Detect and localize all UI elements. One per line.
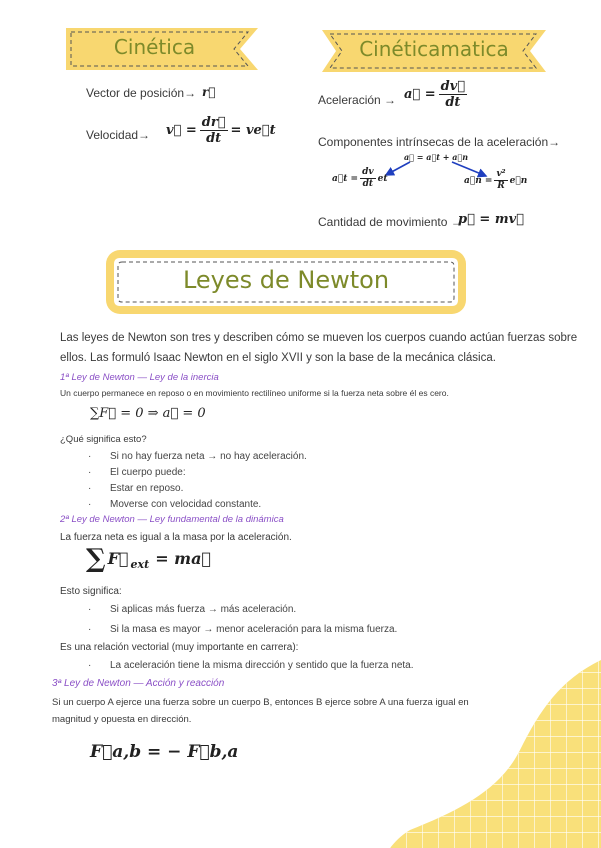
aceleracion-label: Aceleración → (318, 93, 397, 107)
vel-rhs: = ve⃗t (230, 123, 276, 138)
at-den: dt (362, 179, 374, 189)
ley2-bullet-1: · Si aplicas más fuerza → más aceleración. (88, 604, 297, 615)
componentes-label: Componentes intrínsecas de la aceleración→ (318, 135, 561, 149)
ley2-sub: ext (130, 557, 150, 571)
ley2-heading: 2ª Ley de Newton — Ley fundamental de la dinámica (60, 514, 284, 525)
ley2-f: F⃗ (107, 549, 129, 569)
ley2-sum: ∑ (86, 544, 106, 574)
ley2-significa: Esto significa: (60, 586, 122, 597)
grid-blob-decoration (390, 640, 601, 848)
vel-lhs: v⃗ = (166, 123, 197, 138)
banner-cineticamatica-title: Cinéticamatica (359, 37, 509, 61)
cantidad-formula: p⃗ = mv⃗ (458, 212, 524, 227)
vector-posicion-symbol: r⃗ (202, 85, 216, 99)
ley1-bullet-2: · El cuerpo puede: (88, 467, 186, 478)
cantidad-label: Cantidad de movimiento → (318, 215, 463, 229)
ley2-text: La fuerza neta es igual a la masa por la aceleración. (60, 532, 292, 543)
ley1-formula: ∑F⃗ = 0 ⇒ a⃗ = 0 (90, 406, 206, 421)
ley3-line-2: magnitud y opuesta en dirección. (52, 714, 192, 725)
ley3-heading: 3ª Ley de Newton — Acción y reacción (52, 678, 225, 689)
acc-fraction (439, 80, 467, 109)
acc-num: dv⃗ (440, 79, 466, 94)
at-lhs: a⃗t = (332, 173, 359, 184)
ley2-formula (86, 546, 211, 572)
intro-line-1: Las leyes de Newton son tres y describen cómo se mueven los cuerpos cuando actúan fuerzas sobre (60, 332, 578, 344)
ley1-heading: 1ª Ley de Newton — Ley de la inercia (60, 372, 219, 383)
an-formula (464, 170, 527, 191)
vel-den: dt (206, 131, 222, 146)
intro-line-2: ellos. Las formuló Isaac Newton en el siglo XVII y son la base de la mecánica clásica. (60, 352, 496, 364)
an-lhs: a⃗n = (464, 175, 493, 186)
at-rhs: et (377, 173, 388, 184)
ley2-bullet-2: · Si la masa es mayor → menor aceleración para la misma fuerza. (88, 624, 398, 635)
ley1-text: Un cuerpo permanece en reposo o en movimiento rectilíneo uniforme si la fuerza neta sobre él es cero. (60, 388, 449, 398)
ley1-bullet-1: · Si no hay fuerza neta → no hay aceleración. (88, 451, 307, 462)
ley1-question: ¿Qué significa esto? (60, 434, 147, 445)
ley3-formula: F⃗a,b = − F⃗b,a (90, 742, 239, 762)
vel-fraction (200, 116, 228, 145)
vel-num: dr⃗ (201, 115, 226, 130)
ley1-bullet-4: · Moverse con velocidad constante. (88, 499, 262, 510)
sum-equation: a⃗ = a⃗t + a⃗n (404, 152, 469, 162)
ley1-bullet-3: · Estar en reposo. (88, 483, 184, 494)
ley2-rhs: = ma⃗ (155, 549, 212, 569)
ley3-line-1: Si un cuerpo A ejerce una fuerza sobre un cuerpo B, entonces B ejerce sobre A una fuerza igual en (52, 697, 469, 708)
acc-lhs: a⃗ = (404, 87, 436, 102)
banner-leyes-title: Leyes de Newton (182, 266, 390, 294)
aceleracion-formula (404, 80, 467, 109)
at-fraction (360, 168, 376, 189)
arrow-left (386, 162, 410, 175)
at-num: dv (362, 167, 374, 177)
an-fraction (494, 170, 507, 191)
an-rhs: e⃗n (509, 175, 528, 186)
banner-cinetica-title: Cinética (113, 35, 196, 59)
vector-posicion-label: Vector de posición→ (86, 86, 197, 100)
an-den: R (497, 181, 505, 191)
ley2-vectorial: Es una relación vectorial (muy importante en carrera): (60, 642, 299, 653)
an-num: v² (496, 169, 506, 179)
at-formula (332, 168, 388, 189)
ley2-bullet-3: · La aceleración tiene la misma dirección y sentido que la fuerza neta. (88, 660, 414, 671)
velocidad-label: Velocidad→ (86, 128, 151, 142)
velocidad-formula (166, 116, 276, 145)
acc-den: dt (445, 95, 461, 110)
